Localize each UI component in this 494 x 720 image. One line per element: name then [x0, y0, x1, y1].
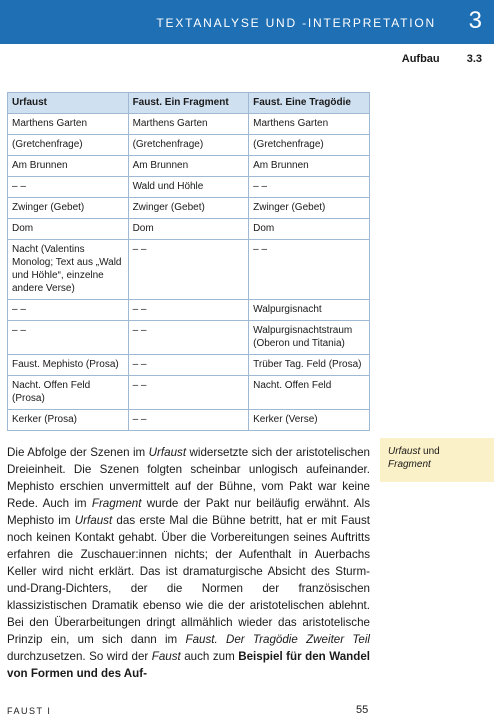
table-cell: Trüber Tag. Feld (Prosa)	[249, 355, 370, 376]
body-text-span: das erste Mal die Bühne betritt, hat er mit Faust noch keinen Kontakt gehabt. Über die Vorbereitungen seines Auftritts erfahren die Zuschauer:innen nichts; der Aufenthalt in Auerbachs Keller wird nicht erklärt. Das ist dramaturgische Absicht des Sturm-und-Drang-Dichters, der die Normen der französischen klassizistischen Dramatik ebenso wie die der aristotelischen ablehnt. Bei den Überarbeitungen dringt allmählich wieder das aristotelische Prinzip ein, um sich dann im	[7, 514, 370, 646]
page-number: 55	[356, 704, 369, 716]
body-bold-span: Beispiel für den Wandel von Formen und des Auf-	[7, 650, 370, 680]
table-row	[8, 177, 370, 198]
table-cell: Wald und Höhle	[128, 177, 249, 198]
table-cell: Nacht (Valentins Monolog; Text aus „Wald und Höhle“, einzelne andere Verse)	[8, 240, 129, 300]
body-text-span: Die Abfolge der Szenen im	[7, 446, 149, 459]
body-italic-span: Faust. Der Tragödie Zweiter Teil	[185, 633, 370, 646]
section-label: Aufbau	[401, 53, 440, 65]
table-cell: – –	[249, 177, 370, 198]
table-cell: – –	[8, 321, 129, 355]
table-cell: – –	[128, 300, 249, 321]
table-row	[8, 240, 370, 300]
table-cell: Marthens Garten	[8, 114, 129, 135]
table-cell: Am Brunnen	[249, 156, 370, 177]
chapter-number: 3	[468, 7, 482, 34]
body-italic-span: Urfaust	[74, 514, 113, 527]
column-header-urfaust: Urfaust	[8, 93, 129, 114]
table-cell: Dom	[8, 219, 129, 240]
table-row	[8, 156, 370, 177]
table-cell: Am Brunnen	[8, 156, 129, 177]
chapter-header-band	[0, 0, 494, 44]
table-cell: Nacht. Offen Feld (Prosa)	[8, 376, 129, 410]
table-row	[8, 376, 370, 410]
table-cell: – –	[128, 376, 249, 410]
footer-book-title: FAUST I	[7, 706, 52, 716]
table-row	[8, 219, 370, 240]
body-text-span: durchzusetzen. So wird der	[7, 650, 152, 663]
table-row	[8, 410, 370, 431]
table-cell: Zwinger (Gebet)	[128, 198, 249, 219]
margin-note-text: und	[420, 446, 440, 457]
body-italic-span: Faust	[151, 650, 181, 663]
body-text-span: widersetzte sich der aristotelischen Dreieinheit. Die Szenen folgten scheinbar unlogisch aufeinander. Mephisto erschien unvermittelt auf der Bühne, vom Pakt war keine Rede. Auch im	[7, 446, 370, 510]
table-cell: Walpurgisnacht	[249, 300, 370, 321]
section-number: 3.3	[466, 53, 482, 65]
table-cell: – –	[249, 240, 370, 300]
body-paragraph-text	[7, 444, 370, 682]
margin-note	[380, 438, 494, 482]
table-header-row	[8, 93, 370, 114]
table-cell: Kerker (Verse)	[249, 410, 370, 431]
table-cell: Dom	[128, 219, 249, 240]
body-text-span: auch zum	[180, 650, 239, 663]
table-cell: Am Brunnen	[128, 156, 249, 177]
scene-comparison-table	[7, 92, 370, 431]
body-text-span: wurde der Pakt nur beiläufig erwähnt. Als Mephisto im	[7, 497, 370, 527]
table-cell: – –	[8, 300, 129, 321]
body-italic-span: Urfaust	[148, 446, 187, 459]
table-cell: Zwinger (Gebet)	[8, 198, 129, 219]
table-cell: – –	[8, 177, 129, 198]
table-cell: – –	[128, 410, 249, 431]
body-paragraph	[7, 444, 370, 682]
section-subheader	[402, 53, 482, 65]
table-row	[8, 114, 370, 135]
table-cell: – –	[128, 240, 249, 300]
table-cell: – –	[128, 321, 249, 355]
column-header-fragment: Faust. Ein Fragment	[128, 93, 249, 114]
body-italic-span: Fragment	[91, 497, 142, 510]
table-row	[8, 355, 370, 376]
column-header-tragoedie: Faust. Eine Tragödie	[249, 93, 370, 114]
table-cell: (Gretchenfrage)	[249, 135, 370, 156]
table-cell: (Gretchenfrage)	[8, 135, 129, 156]
table-row	[8, 321, 370, 355]
table-cell: Marthens Garten	[128, 114, 249, 135]
table-cell: Faust. Mephisto (Prosa)	[8, 355, 129, 376]
table-cell: Dom	[249, 219, 370, 240]
table-cell: – –	[128, 355, 249, 376]
table-cell: Kerker (Prosa)	[8, 410, 129, 431]
margin-note-line2: Fragment	[388, 459, 431, 470]
table-cell: Walpurgisnachtstraum (Oberon und Titania)	[249, 321, 370, 355]
table-row	[8, 135, 370, 156]
table-row	[8, 198, 370, 219]
table-cell: Nacht. Offen Feld	[249, 376, 370, 410]
table-cell: Zwinger (Gebet)	[249, 198, 370, 219]
table-row	[8, 300, 370, 321]
table-cell: Marthens Garten	[249, 114, 370, 135]
chapter-title: TEXTANALYSE UND -INTERPRETATION	[156, 16, 436, 30]
table-cell: (Gretchenfrage)	[128, 135, 249, 156]
margin-note-italic: Urfaust	[388, 446, 421, 457]
